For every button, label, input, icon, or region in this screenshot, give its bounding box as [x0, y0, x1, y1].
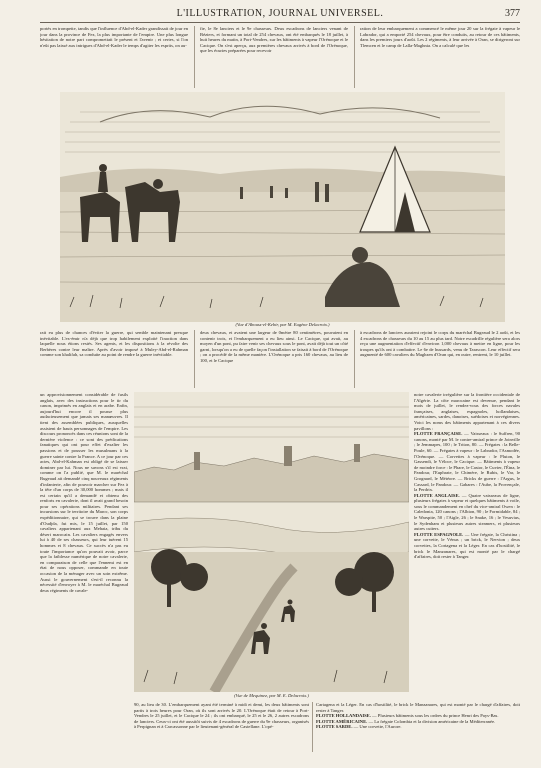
engraving-camp-scene [60, 92, 505, 322]
fleet-us-label: FLOTTE AMÉRICAINE. [316, 718, 368, 724]
fleet-en-text: — Quatre vaisseaux de ligne, plusieurs frégates à vapeur et quelques bâtiments à voile, sous le commandement en chef du vice-amiral Owen : le Caledonia, 120 canons ; l'Albion, 90 ; le Formidable, 84 ; le Warspite, 50 ; l'Aigle, 26 ; le Snake, 16 ; le Vesuvius, le Sydenham et plusieurs autres steamers, et plusieurs autres cutters. [414, 492, 520, 532]
camp-scene-illustration [60, 92, 505, 322]
middle-text-col2: deux chevaux, et avaient une largeur de 0mètre 80 centimètres, pouvaient en contenir trois, et l'embarquement a eu lieu ainsi. Le Cacique, qui avait, au moyen d'un pont, pu faire venir ses chevaux sous le pont, avait déjà tout un côté garni, lorsqu'on a eu de quelle façon l'installation se faisait à bord de l'Orénoque ; on a procédé de la même manière. L'Orénoque a pris 160 chevaux, au lieu de 100, et le Cacique [200, 330, 348, 363]
page-header [40, 8, 520, 23]
middle-text-col1: rait eu plus de chances d'éviter la guerre, qui semble maintenant presque inévitable. L'ex-émir n'a déjà que trop habilement exploité l'inaction dans laquelle nous étions restés. Ses agents, et les dispositions à la révolte des Berbères contre leur maître. Après d'avoir imposé à Muley-Abd-el-Rahman comme son khalifah, sa conduite au point de rendre la guerre inévitable. [40, 330, 188, 358]
journal-title: L'ILLUSTRATION, JOURNAL UNIVERSEL. [176, 8, 384, 19]
top-text-col1: portés en trompette, tandis que l'influence d'Abd-el-Kader grandissait de jour en jour dans la province de Fez, la plus importante de l'empire. Une plus longue hésitation de notre part compromettait le présent et l'avenir ; et certes, si l'on n'eût pas laissé aux intrigues d'Abd-el-Kader le temps d'agiter les esprits, on au- [40, 26, 188, 48]
column-separator [312, 702, 313, 752]
fleet-nl-text: — Plusieurs bâtiments sous les ordres du prince Henri des Pays-Bas. [372, 713, 499, 719]
fleet-sd-label: FLOTTE SARDE. [316, 724, 353, 730]
column-separator [354, 26, 355, 88]
left-column-text: un approvisionnement considérable de fusils anglais, avec des instructions pour le tir du canon, imprimés en anglais et en arabe. Enfin, aujourd'hui encore il pousse plus audacieusement que jamais ses manœuvres. Il tient des assemblées publiques, auxquelles assistent de hauts personnages de l'empire. Les discours prononcés dans ces réunions sont de la dernière violence : ce sont des prédications fanatiques qui ont pour effet d'exalter les passions et de pousser les musulmans à la guerre sainte contre la France. A ce jour par ces actes, Abd-el-Kahman est obligé de se laisser dominer par lui. Nous ne savons s'il est vrai, comme on l'a publié, que M. le maréchal Bugeaud ait demandé cinq nouveaux régiments d'infanterie, afin de pouvoir marcher sur Fez à la tête d'un corps de 30,000 hommes ; mais il est certain qu'il a demandé et obtenu des renforts en cavalerie, dont il avait grand besoin pour ses opérations militaires. Pendant ses incursions sur le territoire du Maroc, son corps expéditionnaire, qui se trouve dans la plaine d'Oudjda, fut mis, le 15 juillet, par 150 cavaliers appartenant aux Mehaia, tribu du désert marocain. Les cavaliers engagés envers lui à 40 de ses chasseurs, qui leur tuèrent 15 hommes et 8 chevaux. Ce succès n'a pas eu toute l'importance qu'on pouvait avoir, parce que la faiblesse numérique de notre cavalerie, en comparaison de celle que l'ennemi est en état de nous opposer, commande en toute occasion de la ménager avec un soin extrême. Aussi le gouvernement s'est-il reconnu la nécessité d'envoyer à M. le maréchal Bugeaud deux régiments de cavale- [40, 392, 128, 593]
fleet-fr-text: — Vaisseaux : le Suffren, 90 canons, monté par M. le contre-amiral prince de Joinville ; le Jemmapes, 100 ; le Triton, 80. — Frégates : la Belle-Poule, 60. — Frégates à vapeur : le Labrador, l'Asmodée, l'Orénoque. — Corvettes à vapeur : le Pluton, le Gassendi, le Véloce, le Cacique. — Bâtiments à vapeur de moindre force : le Phare, le Castor, le Cuvier, l'Étna, le Pandour, l'Euphrate, le Chimère, le Rubis, le Var, le Grognard, le Météore. — Bricks de guerre : l'Argus, le Cassard, le Pandour. — Gabares : l'Aube, la Provençale, la Perdrix. [414, 431, 520, 493]
fleet-nl-label: FLOTTE HOLLANDAISE. [316, 713, 371, 719]
fleet-es-label: FLOTTE ESPAGNOLE. [414, 531, 464, 537]
fleet-fr-label: FLOTTE FRANÇAISE. [414, 431, 463, 437]
middle-text-col3: à escadrons de lanciers auraient rejoint le corps du maréchal Bugeaud le 2 août, et les 4 escadrons de chasseurs du 10 au 15 au plus tard. Notre escadrille régulière sera alors reçu une augmentation d'effectif d'environ 1,000 chevaux à mettre en ligne, pour les troupes qu'ils ont à combattre. Le 6e de hussards, venu de Tarascon. Leur effectif sera augmenté de 600 cavaliers du Maghzen d'Oran qui, en outre, rentrent, le 10 juillet. [360, 330, 520, 358]
column-separator [194, 330, 195, 388]
caption-bottom-figure: (Vue de Mequinez, par M. E. Delacroix.) [234, 693, 309, 698]
top-text-col2: fie, le 8e lanciers et le 9e chasseurs. Deux escadrons de lanciers venant de Béziers, et formant un total de 254 chevaux, ont été embarqués le 18 juillet, à huit heures du matin, à Port-Vendres, sur les bâtiments à vapeur l'Orénoque et le Cacique. On s'est aperçu, aux premières chevaux arrivés à bord de l'Orénoque, que les écuries préparées pour recevoir [200, 26, 348, 54]
right-column-intro: notre cavalerie irrégulière sur la frontière occidentale de l'Algérie. La côte marocaine est devenue, pendant le mois de juillet, le rendez-vous des forces navales françaises, anglaises, espagnoles, hollandaises, américaines, sardes, danoises, suédoises et norvégiennes. Voici les noms des bâtiments appartenant à ces divers pavillons : [414, 392, 520, 431]
bottom-text-col2 [316, 702, 520, 752]
column-separator [194, 26, 195, 88]
bottom-col2-text: Cartagena et la Léger. En cas d'hostilité, le brick le Manzanares, qui est monté par le chargé d'affaires, doit rester à Tanger. [316, 702, 520, 713]
bottom-text-col1: 90, au lieu de 30. L'embarquement ayant été terminé à midi et demi, les deux bâtiments sont partis à trois heures pour Oran, où ils sont arrivés le 20. L'Orénoque était de retour à Port-Vendres le 25 juillet, et le Cacique le 24 ; ils ont embarqué, le 25 et le 26, 2 autres escadrons de lanciers. Ceux-ci ont été aussitôt suivis de 4 escadrons de guerre du 9e chasseurs, organisés à Perpignan et à Carcassonne par le lieutenant-général de Castellane. L'opé- [134, 702, 309, 730]
column-separator [354, 330, 355, 388]
mequinez-illustration [134, 392, 409, 692]
fleet-es-text: — Une frégate, la Christina ; une corvette, le Vénus ; un brick, le Nervion ; deux corvettes, la Cortagena et la Léger. En cas d'hostilité, le brick le Manzanares, qui est monté par le chargé d'affaires, doit rester à Tanger. [414, 531, 520, 560]
fleet-en-label: FLOTTE ANGLAISE. [414, 492, 460, 498]
page-number: 377 [505, 8, 520, 19]
fleet-us-text: — La frégate Colombia et la division américaine de la Méditerranée. [368, 718, 496, 724]
caption-top-figure: (Vue d'Abouss-el-Kebir, par M. Eugène Delacroix.) [235, 322, 330, 327]
top-text-col3: ration de leur embarquement a commencé le même jour 20 sur la frégate à vapeur le Labrador, qui a emporté 254 chevaux, pour être conduits, au retour de ces bâtiments, dans les premiers jours d'août. Les 2 régiments, à leur arrivée à Oran, se dirigeront sur Tlemcen et le camp de Lalla-Maghnia. On a calculé que les [360, 26, 520, 48]
fleet-sd-text: — Une corvette, l'Aurore. [353, 724, 402, 730]
engraving-mequinez [134, 392, 409, 692]
right-column-text [414, 392, 520, 704]
